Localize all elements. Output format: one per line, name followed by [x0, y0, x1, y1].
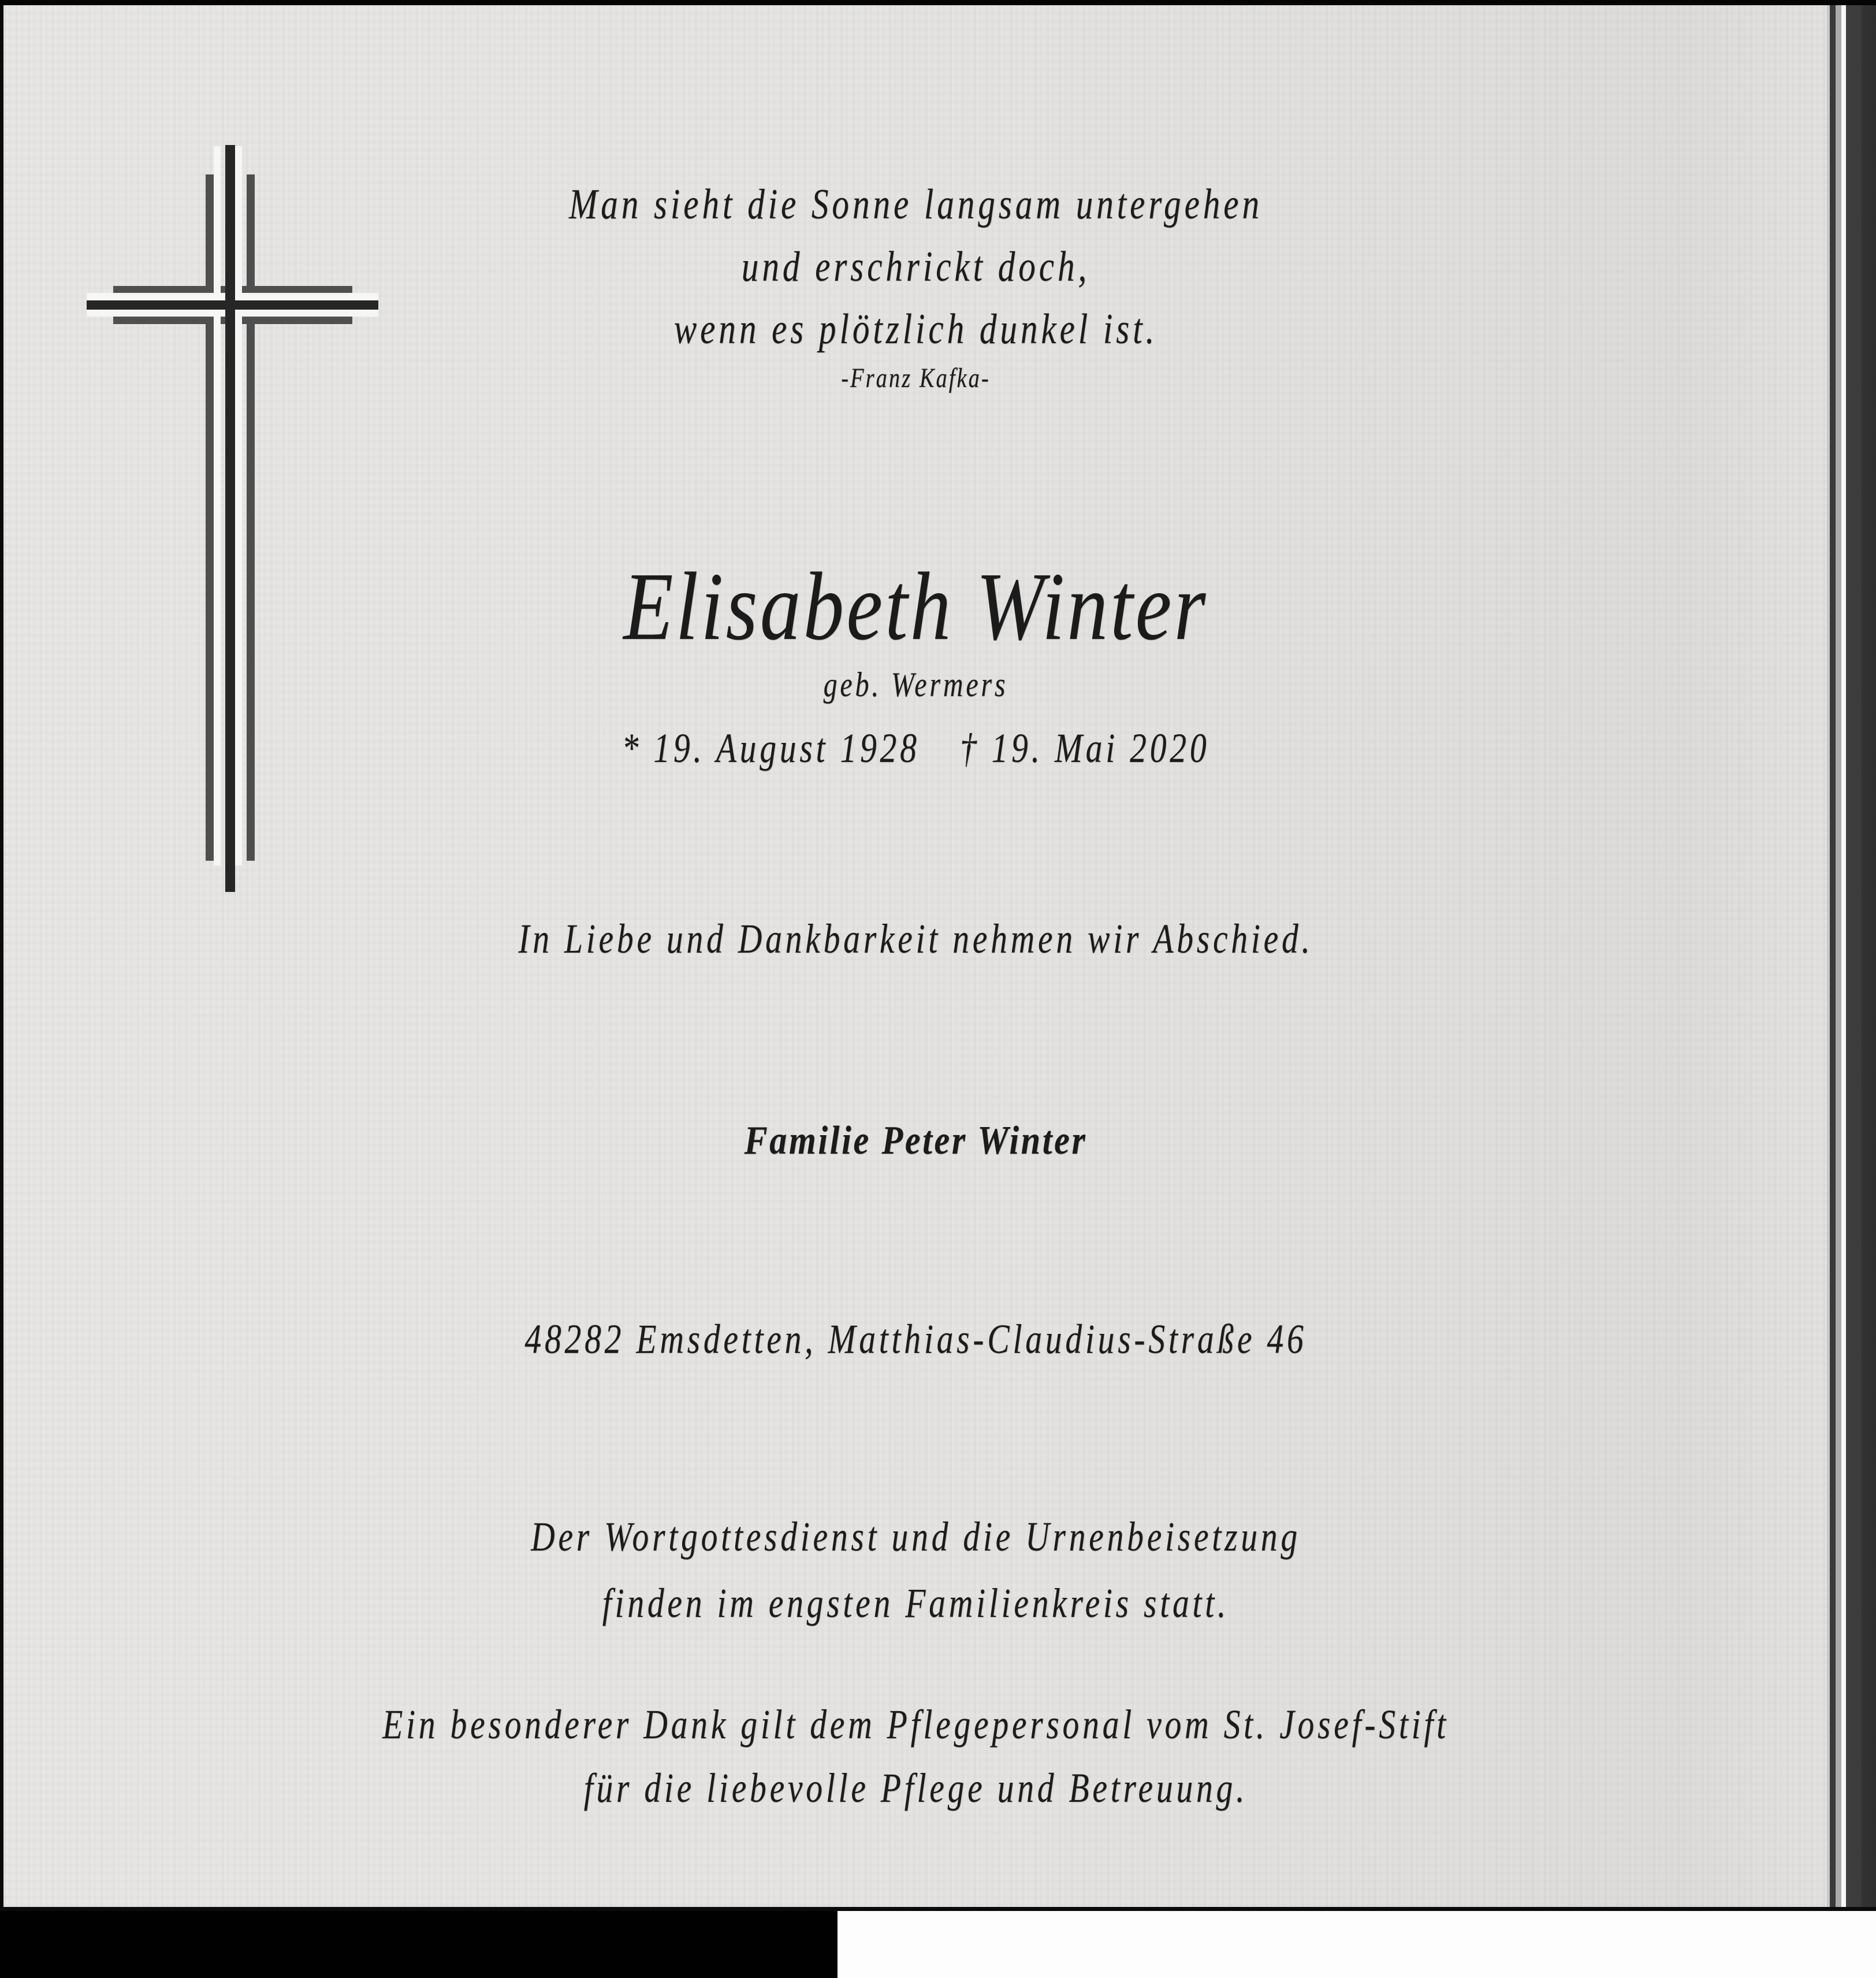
scan-paper-bottom-edge-line	[0, 1907, 1876, 1911]
obituary-card	[3, 5, 1828, 1907]
farewell-text: In Liebe und Dankbarkeit nehmen wir Abschied.	[518, 916, 1313, 962]
deceased-name: Elisabeth Winter	[623, 553, 1208, 660]
family-signature-block	[3, 1116, 1828, 1166]
service-line-1: Der Wortgottesdienst und die Urnenbeisetzung	[531, 1514, 1301, 1560]
address-text: 48282 Emsdetten, Matthias-Claudius-Straße 46	[524, 1316, 1307, 1362]
deceased-name-block	[3, 553, 1828, 660]
scan-bottom-strip	[0, 1911, 1876, 1978]
quote-line-3: wenn es plötzlich dunkel ist.	[673, 306, 1158, 353]
thanks-line-1: Ein besonderer Dank gilt dem Pflegepersonal vom St. Josef-Stift	[382, 1701, 1449, 1748]
maiden-name-block	[3, 664, 1828, 705]
life-dates: * 19. August 1928 † 19. Mai 2020	[621, 725, 1210, 771]
scan-left-edge	[0, 5, 3, 1907]
farewell-block	[3, 914, 1828, 964]
quote-attribution	[3, 361, 1828, 396]
service-info-block	[3, 1504, 1828, 1637]
thanks-line-2: für die liebevolle Pflege und Betreuung.	[583, 1765, 1248, 1811]
scan-bottom-strip-black	[0, 1911, 838, 1978]
quote-author: -Franz Kafka-	[841, 363, 991, 393]
life-dates-block	[3, 723, 1828, 773]
maiden-name: geb. Wermers	[823, 665, 1008, 704]
family-signature: Familie Peter Winter	[744, 1118, 1088, 1163]
scan-right-edge-band	[1827, 0, 1876, 1907]
quote-line-2: und erschrickt doch,	[741, 243, 1090, 291]
address-block	[3, 1314, 1828, 1364]
christian-cross-icon	[3, 5, 408, 929]
thanks-block	[3, 1693, 1828, 1820]
scan-top-edge	[0, 0, 1876, 5]
memorial-quote	[3, 173, 1828, 360]
service-line-2: finden im engsten Familienkreis statt.	[602, 1580, 1230, 1626]
quote-line-1: Man sieht die Sonne langsam untergehen	[568, 181, 1263, 228]
